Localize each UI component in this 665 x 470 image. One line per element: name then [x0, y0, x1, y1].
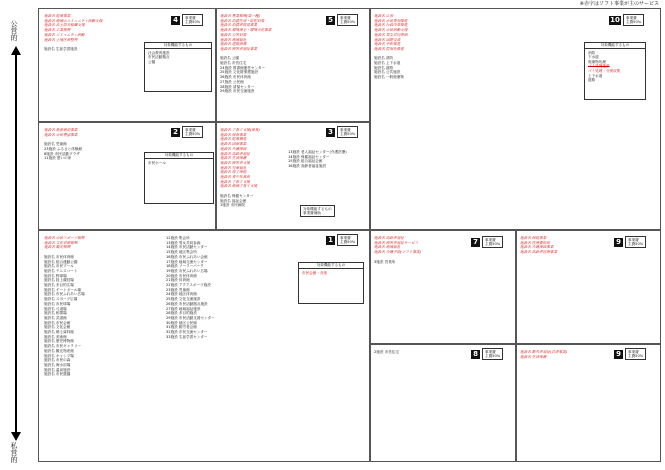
axis [8, 18, 24, 463]
list-item: 施設名 歴史博物館 [44, 339, 74, 344]
list-item: 施設名 相撲場 [44, 311, 67, 316]
list-item: 施設名 高齢者福祉 [374, 236, 404, 240]
callout-item: ゴミ処理・分別収集 [588, 68, 621, 73]
list-item: 22施設 アクアスポーツ施設 [166, 283, 211, 288]
list-item: 施設名 健康事業 [44, 14, 71, 18]
list-item: 施設名 消費者啓発事業 [220, 23, 258, 28]
list-item: 施設名 市民球場 [44, 301, 71, 306]
callout-item: 廃棄物処理 [588, 59, 606, 64]
list-item: 19施設 市民ふれあい広場 [166, 268, 208, 273]
list-item: 施設名 保健事業 [520, 236, 547, 240]
list-item: 3施設 営業所 [374, 259, 396, 264]
list-item: 施設名 テニスコート [44, 268, 78, 273]
list-item: 施設名 自主防災組織支援 [44, 23, 85, 28]
list-item: 施設名 陸上競技場 [44, 278, 74, 283]
list-item: 施設名 総合運動公園 [44, 259, 78, 264]
list-item: 施設名 介護予防(ソフト事業) [374, 250, 422, 255]
list-item: 17施設 地域交流センター [166, 259, 208, 264]
list-item: 26施設 市民活動拠点施設 [166, 301, 208, 306]
callout-item: 市民会館・音楽 [302, 270, 328, 275]
list-item: 施設名 市民ふれあい広場 [44, 292, 85, 297]
list-item: 施設名 弓道場 [44, 306, 67, 311]
callout-title: 対象機能するもの [145, 43, 211, 49]
cell-8-list [374, 350, 469, 454]
list-item: 14施設 保健福祉センター [288, 154, 330, 159]
axis-bottom-label: 私営的 [10, 442, 18, 463]
cell-5-list [220, 14, 324, 118]
list-item: 32施設 市民交流センター [166, 330, 208, 335]
cell-7-number: 7 [471, 238, 480, 247]
list-item: 施設名 障害者支援 [220, 160, 250, 165]
list-item: 施設名 消防 [374, 56, 394, 61]
list-item: 施設名 郷土資料館 [44, 330, 74, 335]
cell-1-list [44, 236, 164, 458]
list-item: 施設名 地産地消事業 [44, 128, 78, 132]
list-item: 施設名 消費生活・防犯対策 [220, 18, 265, 23]
list-item: 施設名 保育事業 [220, 132, 247, 137]
cell-2-callout [144, 152, 214, 204]
list-item: 施設名 スポーツ広場 [44, 297, 78, 302]
cell-10-list [374, 14, 494, 224]
cell-10-callout [584, 42, 646, 100]
list-item: 施設名 男女共同参画 [374, 32, 408, 37]
cell-4-callout [144, 42, 212, 92]
list-item: 施設名 市民ギャラリー [44, 344, 82, 349]
list-item: 16施設 市民ふれあい会館 [166, 254, 208, 259]
list-item: 24施設 図書館運営センター [220, 65, 266, 70]
list-item: 施設名 市民会館 [44, 320, 71, 325]
list-item: 15施設 地区集会所 [166, 250, 197, 255]
list-item: 施設名 観光振興 [44, 245, 71, 250]
list-item: 施設名 市民活動支援 [374, 28, 408, 33]
callout-item: 社会教育施設 [148, 50, 170, 55]
list-item: 25施設 文化財保護施設 [220, 70, 259, 75]
callout-item: 下水道 [588, 55, 599, 60]
cell-9a-list [520, 236, 612, 340]
list-item: 13施設 男女共同参画 [166, 240, 201, 245]
list-item: 23施設 ふるさと体験館 [44, 146, 83, 151]
list-item: 施設名 市営住宅 [220, 61, 247, 66]
list-item: 施設名 美術館 [44, 334, 67, 339]
list-item: 施設名 高齢者医療事業 [520, 250, 558, 255]
list-item: 施設名 医療費助成 [520, 240, 550, 245]
callout-item: 公園 [148, 59, 156, 64]
list-item: 施設名 地域子育て支援 [220, 184, 258, 189]
list-item: 施設名 海水浴場 [44, 362, 71, 367]
callout-item: 市民活動拠点 [148, 55, 170, 60]
list-item: 施設名 保健センター [220, 193, 254, 198]
callout-item: 市民ホール [148, 160, 166, 165]
cell-3-tag: 事業費 主費50% [337, 126, 358, 138]
list-item: 施設名 生活保護 [520, 354, 547, 359]
callout-title: 対象機能するもの [299, 263, 363, 269]
arrow-down-icon [11, 432, 21, 441]
list-item: 施設名 母子保健 [220, 170, 247, 175]
cell-9a-number: 9 [614, 238, 623, 247]
list-item: 施設名 障害者福祉事業 [220, 46, 258, 51]
list-item: 施設名 文化芸術振興 [44, 240, 78, 245]
cell-1-number: 1 [326, 236, 335, 245]
list-item: 施設名 生活保護 [220, 156, 247, 161]
list-item: 26施設 市民体育館 [220, 75, 251, 80]
list-item: 20施設 市民体育館 [166, 273, 197, 278]
list-item: 施設名 青少年育成 [220, 175, 250, 180]
cell-9a-tag: 事業費 主費50% [625, 236, 646, 248]
list-item: 施設名 市民農園 [44, 372, 71, 377]
cell-9b-list [520, 350, 612, 454]
cell-7-tag: 事業費 主費50% [482, 236, 503, 248]
list-item: 施設名 生涯学習施設 [44, 46, 78, 51]
list-item: 施設名 建築指導 [220, 42, 247, 47]
callout-item: ゴミ処理施設 [588, 64, 610, 69]
list-item: 施設名 児童福祉 [220, 165, 247, 170]
list-item: 11施設 憩いの家 [44, 156, 72, 161]
cell-3-extra [288, 150, 368, 180]
list-item: 施設名 武道館 [44, 315, 67, 320]
list-item: 施設名 地域福祉 [374, 245, 401, 250]
list-item: 施設名 行政改革推進 [374, 23, 408, 28]
list-item: 27施設 公民館 [220, 79, 244, 84]
list-item: 施設名 児童館 [44, 142, 67, 147]
list-item: 施設名 市民参加推進 [374, 18, 408, 23]
axis-top-label: 公営的 [10, 20, 18, 41]
cell-4-tag: 事業費 主費50% [182, 14, 203, 26]
list-item: 施設名 高齢者福祉 [220, 151, 250, 156]
callout-item: 上下水道 [588, 73, 603, 78]
cell-3-subtag: 対象機能するもの 事業費補助 [300, 205, 335, 217]
list-item: 施設名 障害者福祉サービス [374, 240, 419, 245]
cell-8-number: 8 [471, 350, 480, 359]
list-item: 施設名 文化会館 [44, 325, 71, 330]
list-item: 施設名 ゲートボール場 [44, 287, 82, 292]
list-item: 施設名 一般廃棄物 [374, 75, 404, 80]
list-item: 28施設 清掃センター [220, 84, 255, 89]
list-item: 施設名 勤労者福祉(共済事業) [520, 350, 568, 354]
cell-10-tag: 事業費 主費50% [623, 14, 644, 26]
list-item: 25施設 文化交流施設 [166, 297, 201, 302]
list-item: 28施設 多目的施設 [166, 311, 197, 316]
cell-9b-tag: 事業費 主費50% [625, 348, 646, 360]
list-item: 施設名 福祉会館 [220, 198, 247, 203]
list-item: 施設名 市民スポーツ振興 [44, 236, 85, 240]
list-item: 16施設 高齢者福祉施設 [288, 164, 327, 169]
list-item: 施設名 公共施設 [374, 70, 401, 75]
list-item: 24施設 地区体育館 [166, 292, 197, 297]
list-item: 施設名 市民の森 [44, 358, 71, 363]
list-item: 施設名 介護保険 [220, 146, 247, 151]
list-item: 施設名 工業振興 [44, 28, 71, 33]
list-item: 施設名 多目的広場 [44, 283, 74, 288]
list-item: 施設名 観光物産館 [44, 348, 74, 353]
list-item: 施設名 土地区画整理 [44, 37, 78, 42]
list-item: 施設名 市民体育館 [44, 254, 74, 259]
note-text: ※赤字はソフト事業が主のサービス [579, 1, 659, 7]
cell-8-tag: 事業費 主費50% [482, 348, 503, 360]
list-item: 21施設 体育館 [166, 278, 190, 283]
cell-10-number: 10 [610, 16, 620, 24]
list-item: 施設名 上下水道 [374, 61, 401, 66]
axis-line [15, 54, 17, 433]
cell-1-callout [298, 262, 364, 304]
list-item: 27施設 地域福祉施設 [166, 306, 201, 311]
list-item: 13施設 老人福祉センター(介護医療) [288, 150, 347, 154]
cell-4-number: 4 [171, 16, 180, 25]
cell-2-number: 2 [171, 128, 180, 137]
list-item: 12施設 集会所 [166, 236, 190, 240]
cell-5-tag: 事業費 主費50% [337, 14, 358, 26]
list-item: 1施設 市民病院 [220, 203, 245, 208]
list-item: 施設名 公害対策 [220, 32, 247, 37]
list-item: 14施設 市民活動センター [166, 245, 208, 250]
list-item: 18施設 ソーラーパーク [166, 264, 204, 269]
cell-9b-number: 9 [614, 350, 623, 359]
callout-title: 対象機能するもの [145, 153, 213, 159]
callout-title: 対象機能するもの [585, 43, 645, 49]
list-item: 施設名 市民農園事業 [44, 132, 78, 137]
list-item: 23施設 児童館 [166, 287, 190, 292]
list-item: 施設名 広報 [374, 14, 394, 18]
cell-2-tag: 事業費 主費50% [182, 126, 203, 138]
list-item: 施設名 平和推進 [374, 42, 401, 47]
list-item: 施設名 国保事業 [220, 142, 247, 147]
list-item: 施設名 市民プール [44, 264, 74, 269]
list-item: 31施設 勤労者会館 [166, 325, 197, 330]
list-item: 施設名 公園 [220, 56, 240, 61]
list-item: 2施設 市営住宅 [374, 350, 399, 354]
list-item: 施設名 道路 [374, 65, 394, 70]
cell-3-number: 3 [326, 128, 335, 137]
list-item: 施設名 コミュニティ活動 [44, 32, 85, 37]
list-item: 施設名 子育て支援(保育) [220, 128, 260, 132]
list-item: 8施設 市民活動プラザ [44, 151, 80, 156]
callout-item: 消防 [588, 50, 596, 55]
callout-item: 道路 [588, 78, 596, 83]
list-item: 施設名 介護保険事業 [520, 245, 554, 250]
list-item: 施設名 地域福祉 [220, 37, 247, 42]
list-item: 施設名 健康増進 [220, 137, 247, 142]
list-item: 施設名 農業振興(第一種) [220, 14, 260, 18]
list-item: 29施設 市民活動支援センター [166, 315, 215, 320]
list-item: 33施設 生涯学習センター [166, 334, 208, 339]
cell-1-tag: 事業費 主費50% [337, 234, 358, 246]
list-item: 施設名 環境保全・環境美化事業 [220, 28, 272, 33]
cell-7-list [374, 236, 469, 340]
list-item: 施設名 情報化推進 [374, 46, 404, 51]
list-item: 施設名 子育て支援 [220, 179, 250, 184]
list-item: 施設名 国際交流 [374, 37, 401, 42]
list-item: 30施設 地区公民館 [166, 320, 197, 325]
list-item: 施設名 温泉施設 [44, 367, 71, 372]
cell-5-number: 5 [326, 16, 335, 25]
list-item: 施設名 野球場 [44, 273, 67, 278]
list-item: 施設名 キャンプ場 [44, 353, 74, 358]
list-item: 15施設 総合福祉会館 [288, 159, 323, 164]
list-item: 29施設 市民交流施設 [220, 89, 255, 94]
cell-1-col2 [166, 236, 296, 458]
cell-3-list [220, 128, 286, 228]
list-item: 施設名 地域のコミュニティ活動支援 [44, 18, 103, 23]
